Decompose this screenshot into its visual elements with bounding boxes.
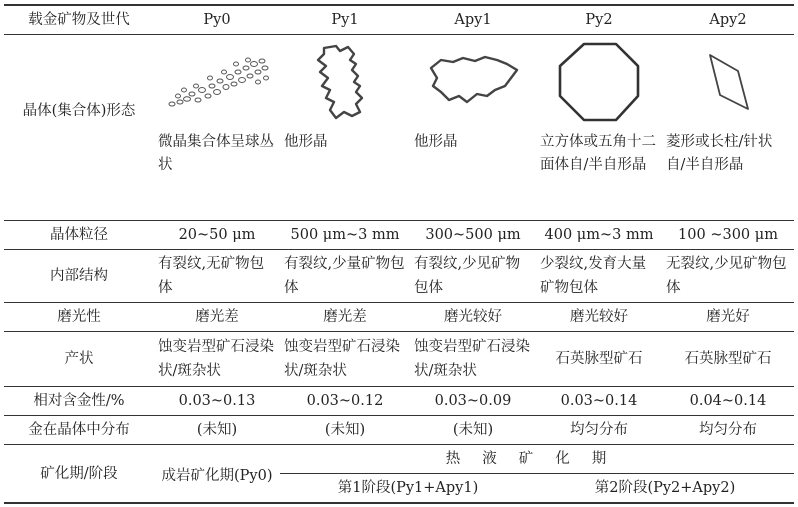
internal-structure-label: 内部结构 (4, 250, 154, 303)
polish-row (4, 303, 794, 332)
occurrence-label: 产状 (4, 332, 154, 387)
gold-distribution-py2: 均匀分布 (536, 416, 662, 445)
morphology-desc-py0: 微晶集合体呈球丛状 (158, 134, 274, 173)
grain-size-row (4, 221, 794, 250)
gold-distribution-py1: (未知) (280, 416, 410, 445)
occurrence-apy1: 蚀变岩型矿石浸染状/斑杂状 (410, 332, 536, 387)
polish-apy2: 磨光好 (662, 303, 794, 332)
occurrence-py2: 石英脉型矿石 (536, 332, 662, 387)
morphology-py2 (536, 35, 662, 221)
grain-size-apy2: 100 ~300 μm (662, 221, 794, 250)
occurrence-row (4, 332, 794, 387)
header-row (4, 5, 794, 35)
gold-distribution-row (4, 416, 794, 445)
rhombic-crystal-icon (698, 49, 758, 115)
morphology-py1 (280, 35, 410, 221)
diagenetic-period-cell (154, 445, 280, 504)
morphology-desc-apy2: 菱形或长柱/针状自/半自形晶 (666, 134, 773, 173)
gold-content-py2: 0.03~0.14 (536, 387, 662, 416)
microcrystal-cluster-icon (162, 52, 272, 112)
anhedral-grain-icon (423, 52, 523, 112)
gold-distribution-apy2: 均匀分布 (662, 416, 794, 445)
internal-structure-py0: 有裂纹,无矿物包体 (154, 250, 280, 303)
gold-content-apy2: 0.04~0.14 (662, 387, 794, 416)
header-apy2: Apy2 (662, 5, 794, 35)
stage1: 第1阶段(Py1+Apy1) (280, 474, 536, 504)
occurrence-apy2: 石英脉型矿石 (662, 332, 794, 387)
morphology-apy1 (410, 35, 536, 221)
hydrothermal-period: 热液矿化期 (280, 445, 794, 474)
polish-label: 磨光性 (4, 303, 154, 332)
internal-structure-py2: 少裂纹,发育大量矿物包体 (536, 250, 662, 303)
morphology-label-cell (4, 35, 154, 221)
morphology-desc-py1: 他形晶 (284, 134, 328, 150)
gold-distribution-py0: (未知) (154, 416, 280, 445)
gold-content-py1: 0.03~0.12 (280, 387, 410, 416)
octagonal-crystal-icon (554, 40, 644, 124)
grain-size-py1: 500 μm~3 mm (280, 221, 410, 250)
morphology-py0 (154, 35, 280, 221)
morphology-apy2 (662, 35, 794, 221)
stage2: 第2阶段(Py2+Apy2) (536, 474, 794, 504)
occurrence-py0: 蚀变岩型矿石浸染状/斑杂状 (154, 332, 280, 387)
gold-distribution-apy1: (未知) (410, 416, 536, 445)
mineralization-row (4, 445, 794, 474)
anhedral-grain-icon (310, 42, 380, 122)
occurrence-py1: 蚀变岩型矿石浸染状/斑杂状 (280, 332, 410, 387)
gold-distribution-label: 金在晶体中分布 (4, 416, 154, 445)
header-py2: Py2 (536, 5, 662, 35)
header-mineral-generation: 载金矿物及世代 (4, 5, 154, 35)
morphology-label: 晶体(集合体)形态 (22, 103, 136, 119)
header-py1: Py1 (280, 5, 410, 35)
morphology-desc-apy1: 他形晶 (414, 134, 458, 150)
internal-structure-py1: 有裂纹,少量矿物包体 (280, 250, 410, 303)
internal-structure-apy2: 无裂纹,少见矿物包体 (662, 250, 794, 303)
polish-py1: 磨光差 (280, 303, 410, 332)
mineralization-label: 矿化期/阶段 (4, 445, 154, 504)
diagenetic-period: 成岩矿化期(Py0) (161, 467, 273, 484)
gold-content-row (4, 387, 794, 416)
gold-content-apy1: 0.03~0.09 (410, 387, 536, 416)
gold-content-label: 相对含金性/% (4, 387, 154, 416)
polish-py2: 磨光较好 (536, 303, 662, 332)
internal-structure-apy1: 有裂纹,少见矿物包体 (410, 250, 536, 303)
morphology-desc-py2: 立方体或五角十二面体自/半自形晶 (540, 134, 656, 173)
header-apy1: Apy1 (410, 5, 536, 35)
morphology-row (4, 35, 794, 221)
polish-py0: 磨光差 (154, 303, 280, 332)
grain-size-label: 晶体粒径 (4, 221, 154, 250)
grain-size-py0: 20~50 μm (154, 221, 280, 250)
header-py0: Py0 (154, 5, 280, 35)
gold-content-py0: 0.03~0.13 (154, 387, 280, 416)
mineral-characteristics-table (4, 4, 794, 504)
grain-size-apy1: 300~500 μm (410, 221, 536, 250)
polish-apy1: 磨光较好 (410, 303, 536, 332)
internal-structure-row (4, 250, 794, 303)
grain-size-py2: 400 μm~3 mm (536, 221, 662, 250)
